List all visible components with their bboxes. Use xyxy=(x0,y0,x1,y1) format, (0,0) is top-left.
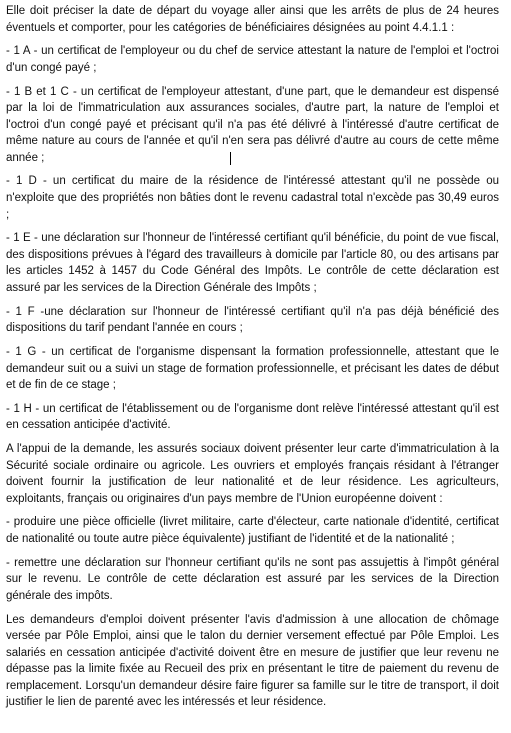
item-1f-paragraph: - 1 F -une déclaration sur l'honneur de l'intéressé certifiant qu'il n'a pas déjà bénéficié des dispositions du tarif pendant l'année en cours ; xyxy=(6,305,499,335)
item-1a-paragraph: - 1 A - un certificat de l'employeur ou du chef de service attestant la nature de l'emploi et l'octroi d'un congé payé ; xyxy=(6,45,499,74)
item-1d-paragraph: - 1 D - un certificat du maire de la résidence de l'intéressé attestant qu'il ne possède ou n'exploite que des propriétés non bâties dont le revenu cadastral total n'excède pas 30,49 euros ; xyxy=(6,175,499,221)
item-1g-paragraph: - 1 G - un certificat de l'organisme dispensant la formation professionnelle, attestant que le demandeur suit ou a suivi un stage de formation professionnelle, et précisant les dates de début et de fin de ce stage ; xyxy=(6,345,499,392)
document-body xyxy=(6,3,499,718)
job-seekers-paragraph: Les demandeurs d'emploi doivent présenter l'avis d'admission à une allocation de chômage versée par Pôle Emploi, ainsi que le talon du dernier versement effectué par Pôle Emploi. Les salariés en cessation anticipée d'activité doivent être en mesure de justifier que leur revenu ne dépasse pas la limite fixée au Recueil des prix en présentant le titre de paiement du revenu de remplacement. Lorsqu'un demandeur désire faire figurer sa famille sur le titre de transport, il doit justifier le lien de parenté avec les intéressés et leur résidence. xyxy=(6,613,499,709)
item-1b-1c-paragraph: - 1 B et 1 C - un certificat de l'employeur attestant, d'une part, que le demandeur est dispensé par la loi de l'immatriculation aux assurances sociales, d'autre part, la nature de l'emploi et l'octroi d'un congé payé et précisant qu'il n'a pas été délivré à l'intéressé d'autre certificat de même nature au cours de l'année et qu'il n'en sera pas délivré d'autre au cours de cette même année ; xyxy=(6,85,499,164)
supporting-documents-paragraph: A l'appui de la demande, les assurés sociaux doivent présenter leur carte d'immatriculation à la Sécurité sociale ordinaire ou agricole. Les ouvriers et employés français résidant à l'étranger doivent fournir la justification de leur nationalité et de leur résidence. Les agriculteurs, exploitants, français ou originaires d'un pays membre de l'Union européenne doivent : xyxy=(6,443,499,505)
official-document-paragraph: - produire une pièce officielle (livret militaire, carte d'électeur, carte nationale d'identité, certificat de nationalité ou toute autre pièce équivalente) justifiant de l'identité et de la nationalité ; xyxy=(6,516,499,545)
item-1h-paragraph: - 1 H - un certificat de l'établissement ou de l'organisme dont relève l'intéressé attestant qu'il est en cessation anticipée d'activité. xyxy=(6,402,499,432)
intro-paragraph: Elle doit préciser la date de départ du voyage aller ainsi que les arrêts de plus de 24 heures éventuels et comporter, pour les catégories de bénéficiaires désignées au point 4.4.1.1 : xyxy=(6,5,499,34)
item-1e-paragraph: - 1 E - une déclaration sur l'honneur de l'intéressé certifiant qu'il bénéficie, du point de vue fiscal, des dispositions prévues à l'égard des travailleurs à domicile par l'article 80, ou des artisans par les articles 1452 à 1457 du Code Général des Impôts. Le contrôle de cette déclaration est assuré par les services de la Direction Générale des Impôts ; xyxy=(6,232,499,294)
tax-declaration-paragraph: - remettre une déclaration sur l'honneur certifiant qu'ils ne sont pas assujettis à l'impôt général sur le revenu. Le contrôle de cette déclaration est assuré par les services de la Direction générale des impôts. xyxy=(6,556,499,602)
text-cursor xyxy=(230,152,231,165)
